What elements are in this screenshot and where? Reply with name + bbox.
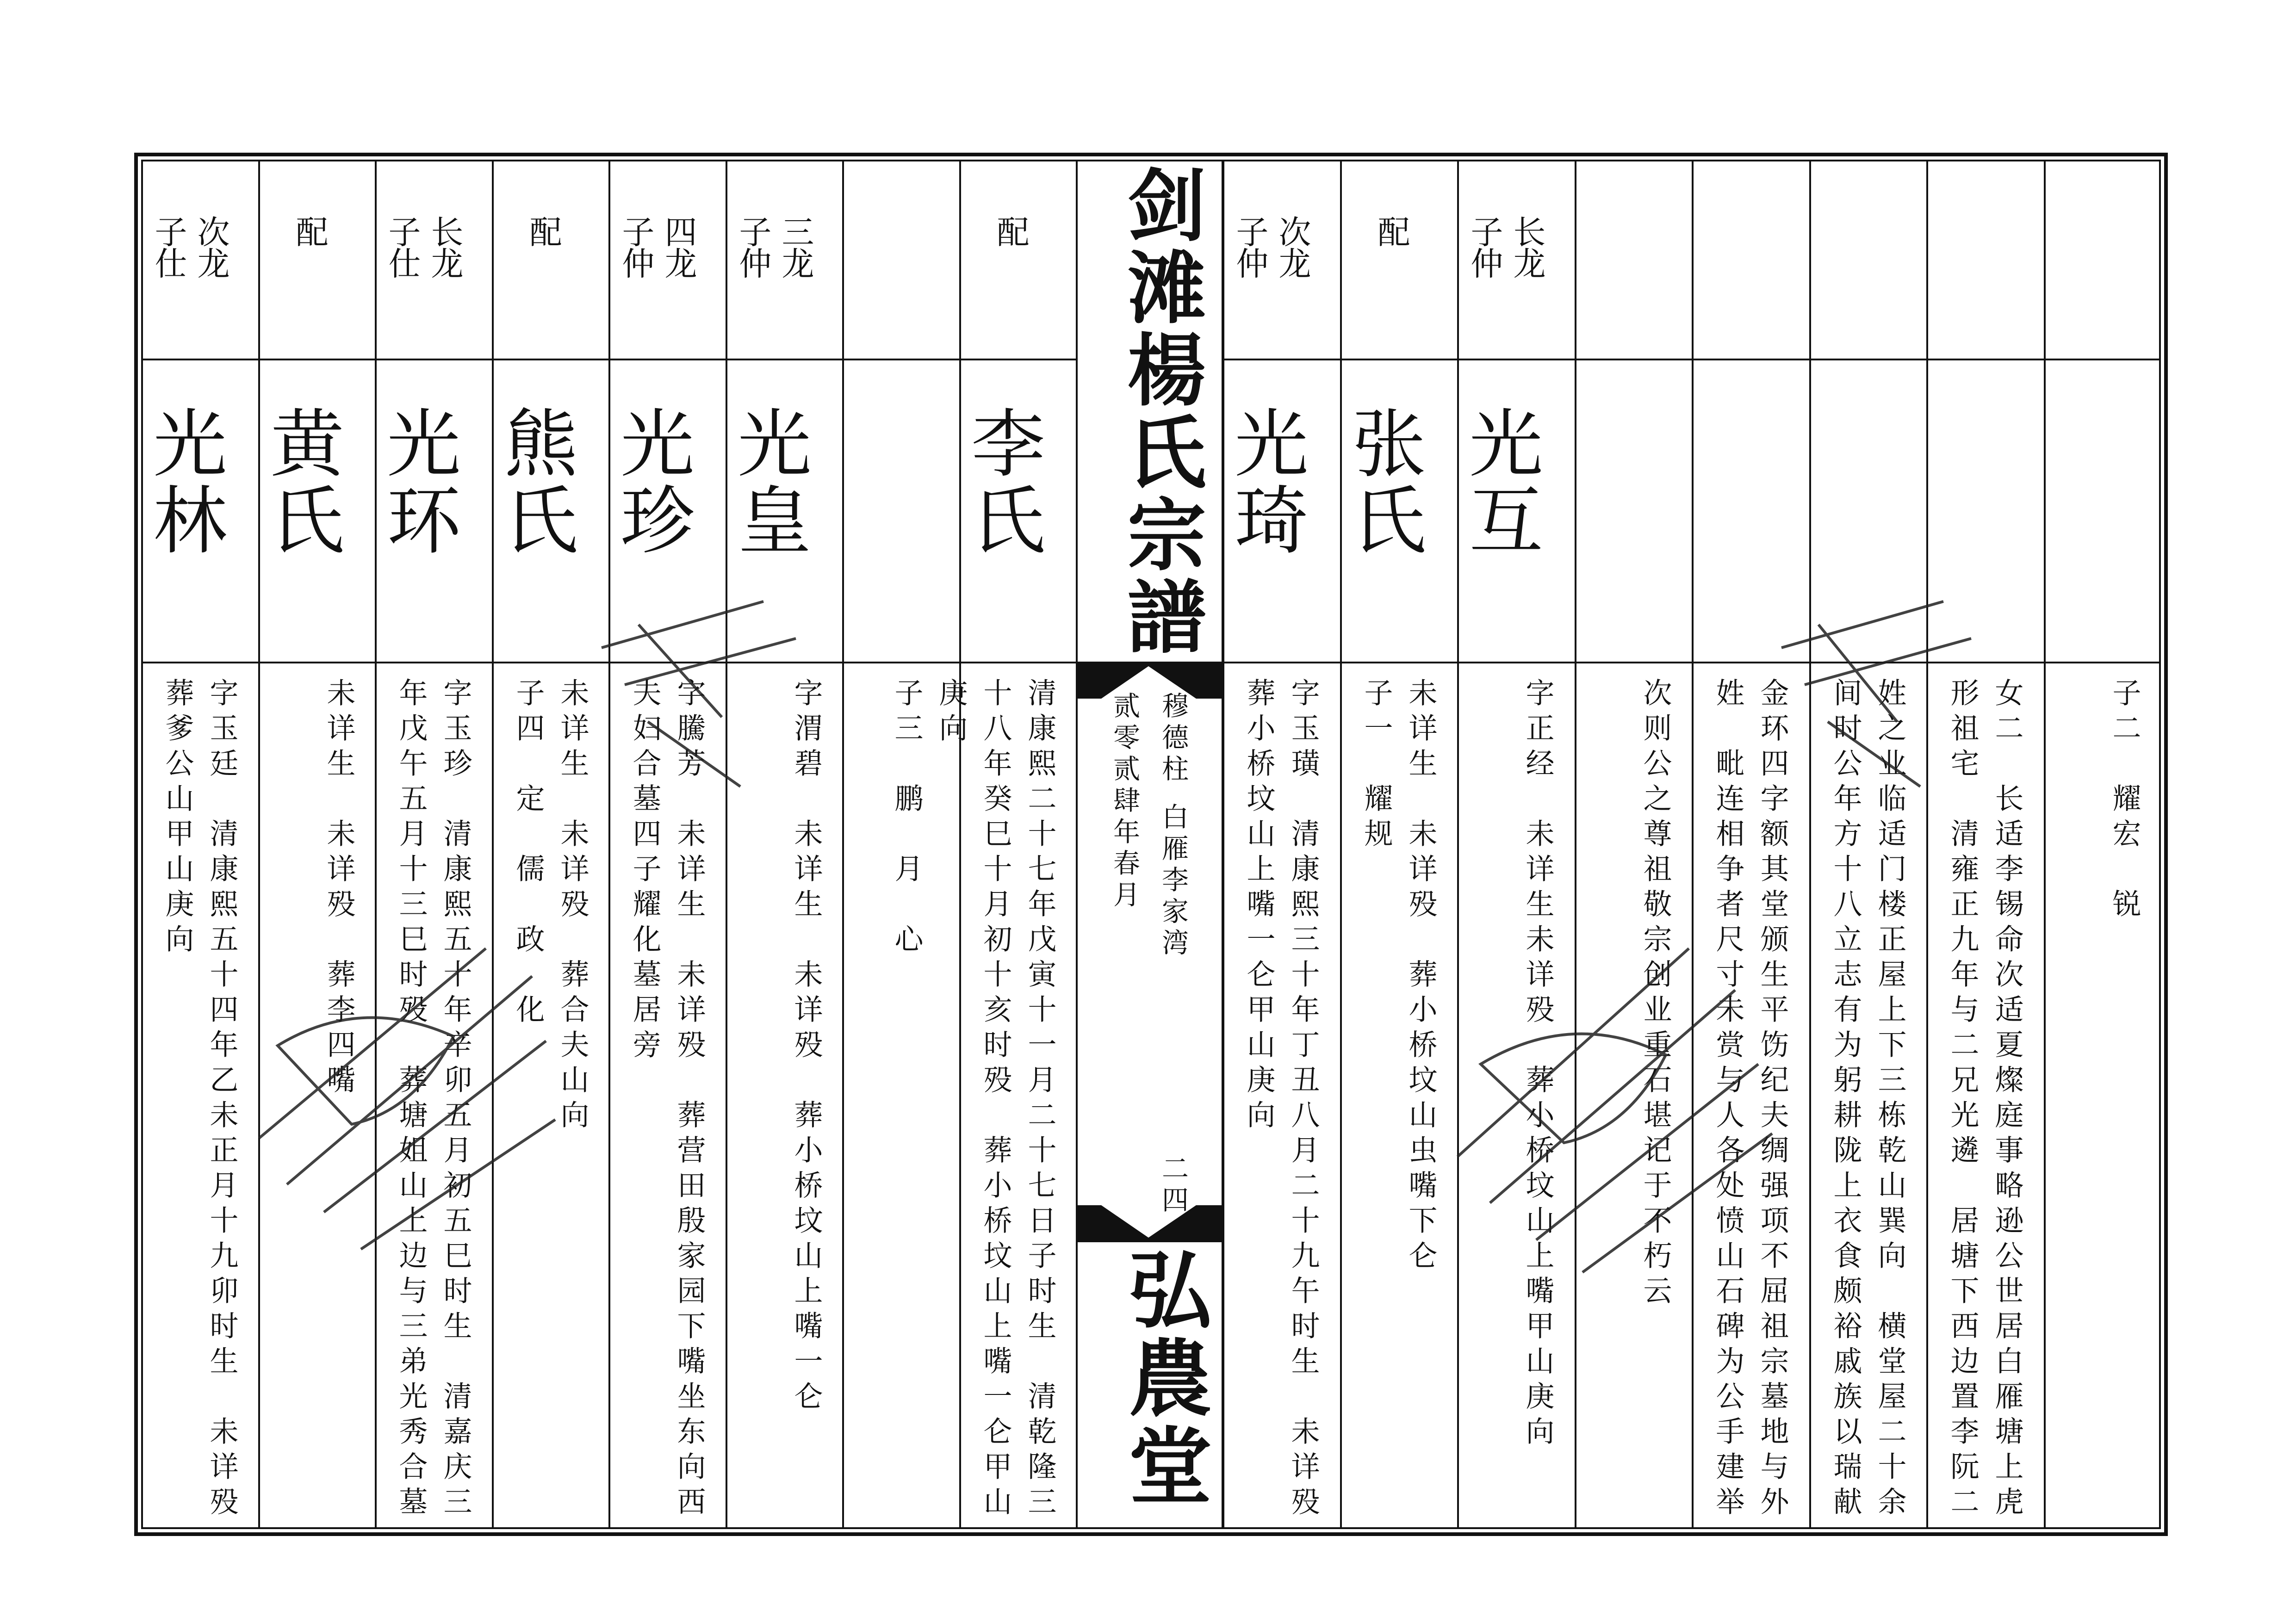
compiler-name: 穆德柱: [1157, 692, 1189, 786]
person-name: 熊氏: [491, 405, 578, 558]
genealogy-column: [258, 160, 375, 1529]
book-title: 剑滩楊氏宗譜: [1114, 164, 1206, 658]
person-name: 光林: [141, 405, 227, 558]
banner-bottom-icon: [1076, 1205, 1222, 1242]
genealogy-column: [141, 160, 258, 1529]
genealogy-column: [492, 160, 608, 1529]
genealogy-column: [1926, 160, 2043, 1529]
person-name: 光琦: [1222, 405, 1309, 558]
biography-text: 金环四字额其堂颁生平饬纪夫绸强项不屈祖宗墓地与外 姓 毗连相争者尺寸未赏与人各处愤山石碑为公手建举: [1711, 678, 1789, 1522]
biography-text: 字玉珍 清康熙五十年辛卯五月初五巳时生 清嘉庆三 年戊午五月十三巳时殁 葬塘姐山上边与三弟光秀合墓: [394, 678, 472, 1522]
compiler-location: 白雁李家湾: [1157, 803, 1189, 960]
relation-label: 次龙 子仕: [149, 215, 230, 278]
biography-text: 字玉廷 清康熙五十四年乙未正月十九卯时生 未详殁 葬爹公山甲山庚向: [161, 678, 239, 1522]
person-name: 光互: [1457, 405, 1543, 558]
genealogy-column: [890, 160, 1076, 1529]
biography-text: 未详生 未详殁 葬小桥坟山虫嘴下仑 子一 耀规: [1359, 678, 1438, 1276]
relation-label: 配: [291, 215, 329, 248]
genealogy-column: [1222, 160, 1339, 1529]
biography-text: 未详生 未详殁 葬李四嘴: [322, 678, 356, 1100]
genealogy-column: [842, 160, 959, 1529]
person-name: 光皇: [725, 405, 812, 558]
biography-text: 姓之业临适门楼正屋上下三栋乾山巽向 横堂屋二十余 间时公年方十八立志有为躬耕陇上衣食颇裕戚族以瑞献: [1829, 678, 1907, 1522]
relation-label: 配: [524, 215, 562, 248]
genealogy-column: [608, 160, 725, 1529]
relation-label: 长龙 子仲: [1465, 215, 1546, 278]
relation-label: 配: [992, 215, 1030, 248]
compile-date: 贰零贰肆年春月: [1109, 692, 1140, 912]
biography-text: 女二 长适李锡命次适夏燦庭事略逊公世居白雁塘上虎 形祖宅 清雍正九年与二兄光遴 居塘下西边置李阮二: [1946, 678, 2024, 1522]
genealogy-column: [1692, 160, 1808, 1529]
biography-text: 未详生 未详殁 葬合夫山向 子四 定 儒 政 化: [511, 678, 590, 1135]
biography-text: 字玉璜 清康熙三十年丁丑八月二十九午时生 未详殁 葬小桥坟山上嘴一仑甲山庚向: [1242, 678, 1320, 1522]
person-name: 光环: [374, 405, 461, 558]
genealogy-column: [726, 160, 842, 1529]
genealogy-column: [1575, 160, 1691, 1529]
genealogy-column: [1340, 160, 1457, 1529]
genealogy-column: [1809, 160, 1926, 1529]
biography-text: 次则公之尊祖敬宗创业重石堪记于不朽云: [1638, 678, 1672, 1311]
relation-label: 次龙 子仲: [1231, 215, 1311, 278]
relation-label: 四龙 子仲: [617, 215, 697, 278]
genealogy-column: [1457, 160, 1574, 1529]
title-panel: [1076, 160, 1222, 1529]
hall-name: 弘農堂: [1115, 1247, 1212, 1511]
relation-label: 长龙 子仕: [383, 215, 464, 278]
relation-label: 三龙 子仲: [734, 215, 814, 278]
person-name: 张氏: [1340, 405, 1426, 558]
banner-top-icon: [1076, 662, 1222, 699]
person-name: 李氏: [959, 405, 1045, 558]
biography-text: 子二 耀宏 锐: [2108, 678, 2141, 924]
person-name: 黄氏: [258, 405, 344, 558]
genealogy-column: [2044, 160, 2160, 1529]
biography-text: 清康熙二十七年戊寅十一月二十七日子时生 清乾隆三 十八年癸巳十月初十亥时殁 葬小桥坟山上嘴一仑甲山 庚向 子三 鹏 月 心: [890, 678, 1057, 1522]
biography-text: 字騰芳 未详生 未详殁 葬营田殷家园下嘴坐东向西 夫妇合墓四子耀化墓居旁: [628, 678, 706, 1522]
person-name: 光珍: [608, 405, 695, 558]
relation-label: 配: [1372, 215, 1410, 248]
genealogy-column: [375, 160, 491, 1529]
biography-text: 字正经 未详生未详殁 葬小桥坟山上嘴甲山庚向: [1521, 678, 1555, 1451]
page-number: 二四: [1157, 1154, 1189, 1217]
biography-text: 字渭碧 未详生 未详殁 葬小桥坟山上嘴一仑: [789, 678, 823, 1416]
